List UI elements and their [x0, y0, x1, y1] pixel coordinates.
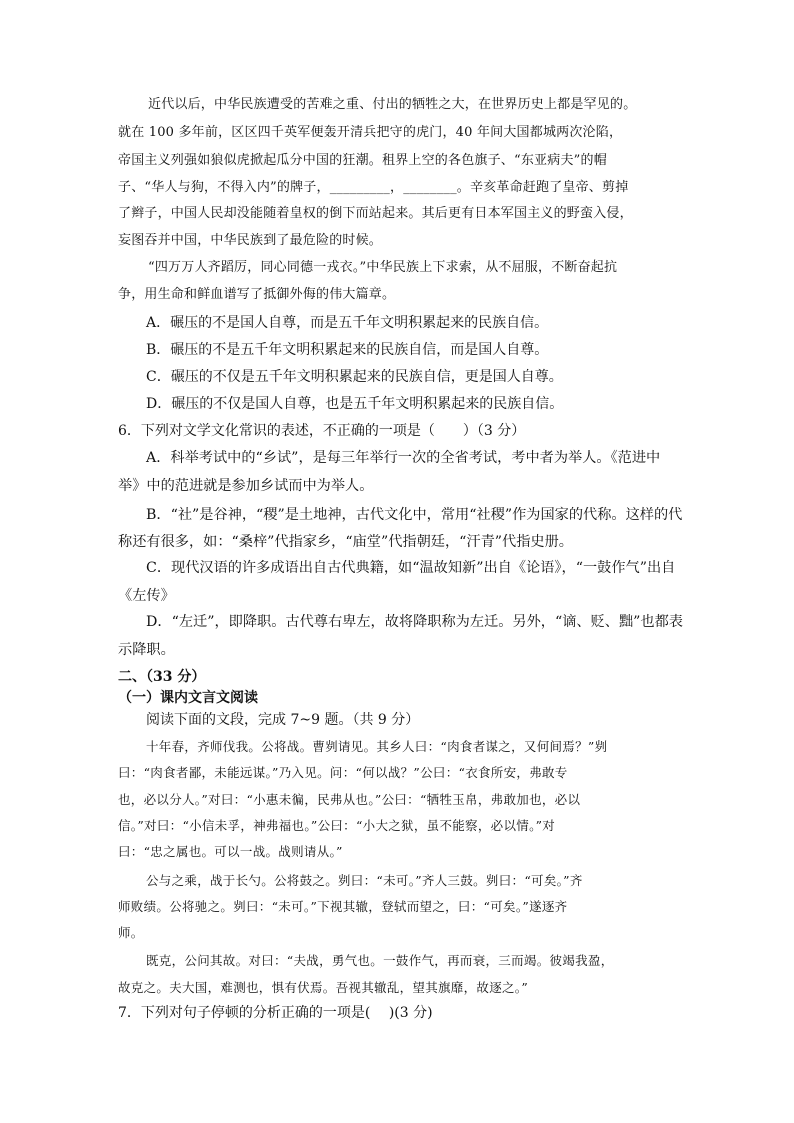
classical-line: 曰：“肉食者鄙，未能远谋。”乃入见。问：“何以战？”公曰：“衣食所安，弗敢专: [118, 765, 568, 780]
q6-option-b-line2: 称还有很多，如：“桑梓”代指家乡，“庙堂”代指朝廷，“汗青”代指史册。: [118, 534, 573, 550]
q6-option-a-line2: 举》中的范进就是参加乡试而中为举人。: [118, 478, 374, 494]
classical-line: 十年春，齐师伐我。公将战。曹刿请见。其乡人曰：“肉食者谋之，又何间焉？”刿: [146, 739, 608, 754]
q5-option-c: C．碾压的不仅是五千年文明积累起来的民族自信，更是国人自尊。: [146, 369, 563, 385]
classical-line: 曰：“忠之属也。可以一战。战则请从。”: [118, 844, 343, 859]
classical-line: 既克，公问其故。对曰：“夫战，勇气也。一鼓作气，再而衰，三而竭。彼竭我盈，: [146, 953, 614, 968]
classical-line: 师败绩。公将驰之。刿曰：“未可。”下视其辙，登轼而望之，曰：“可矣。”遂逐齐: [118, 899, 568, 914]
q6-option-c-line2: 《左传》: [118, 588, 175, 604]
q5-option-d: D．碾压的不仅是国人自尊，也是五千年文明积累起来的民族自信。: [146, 396, 564, 412]
q7-stem: 7．下列对句子停顿的分析正确的一项是( )(3 分): [118, 1005, 433, 1021]
q5-option-b: B．碾压的不是五千年文明积累起来的民族自信，而是国人自尊。: [146, 342, 549, 358]
passage-line: 子、“华人与狗，不得入内”的牌子，_________，________。辛亥革命赶跑了皇帝、剪掉: [118, 180, 629, 195]
classical-line: 信。”对曰：“小信未孚，神弗福也。”公曰：“小大之狱，虽不能察，必以情。”对: [118, 818, 556, 833]
q6-stem: 6．下列对文学文化常识的表述，不正确的一项是（ ）（3 分）: [118, 423, 526, 439]
q6-option-d-line2: 示降职。: [118, 642, 175, 658]
classical-line: 也，必以分人。”对曰：“小惠未徧，民弗从也。”公曰：“牺牲玉帛，弗敢加也，必以: [118, 792, 581, 807]
passage-line: 了辫子，中国人民却没能随着皇权的倒下而站起来。其后更有日本军国主义的野蛮入侵，: [118, 206, 633, 221]
passage-line: 帝国主义列强如狼似虎掀起瓜分中国的狂潮。租界上空的各色旗子、“东亚病夫”的帽: [118, 153, 607, 168]
q6-option-a-line1: A．科举考试中的“乡试”，是每三年举行一次的全省考试，考中者为举人。《范进中: [146, 450, 661, 466]
q5-option-a: A．碾压的不是国人自尊，而是五千年文明积累起来的民族自信。: [146, 315, 549, 331]
classical-line: 公与之乘，战于长勺。公将鼓之。刿曰：“未可。”齐人三鼓。刿曰：“可矣。”齐: [146, 873, 583, 888]
q6-option-d-line1: D．“左迁”，即降职。古代尊右卑左，故将降职称为左迁。另外，“谪、贬、黜”也都表: [146, 614, 683, 630]
passage-line: 近代以后，中华民族遭受的苦难之重、付出的牺牲之大，在世界历史上都是罕见的。: [148, 97, 637, 112]
reading-instruction: 阅读下面的文段，完成 7~9 题。（共 9 分）: [146, 712, 420, 728]
passage-line: 就在 100 多年前，区区四千英军便轰开清兵把守的虎门，40 年间大国都城两次沦陷，: [118, 125, 623, 140]
subsection-heading: （一）课内文言文阅读: [118, 690, 258, 706]
classical-line: 故克之。夫大国，难测也，惧有伏焉。吾视其辙乱，望其旗靡，故逐之。”: [118, 980, 529, 995]
section-heading: 二、（33 分）: [118, 669, 206, 685]
classical-line: 师。: [118, 925, 144, 940]
passage-line: “四万万人齐蹈厉，同心同德一戎衣。”中华民族上下求索，从不屈服，不断奋起抗: [148, 260, 618, 275]
q6-option-c-line1: C．现代汉语的许多成语出自古代典籍，如“温故知新”出自《论语》，“一鼓作气”出自: [146, 560, 676, 576]
passage-line: 争，用生命和鲜血谱写了抵御外侮的伟大篇章。: [118, 287, 396, 302]
passage-line: 妄图吞并中国，中华民族到了最危险的时候。: [118, 233, 383, 248]
q6-option-b-line1: B．“社”是谷神，“稷”是土地神，古代文化中，常用“社稷”作为国家的代称。这样的代: [146, 507, 683, 523]
